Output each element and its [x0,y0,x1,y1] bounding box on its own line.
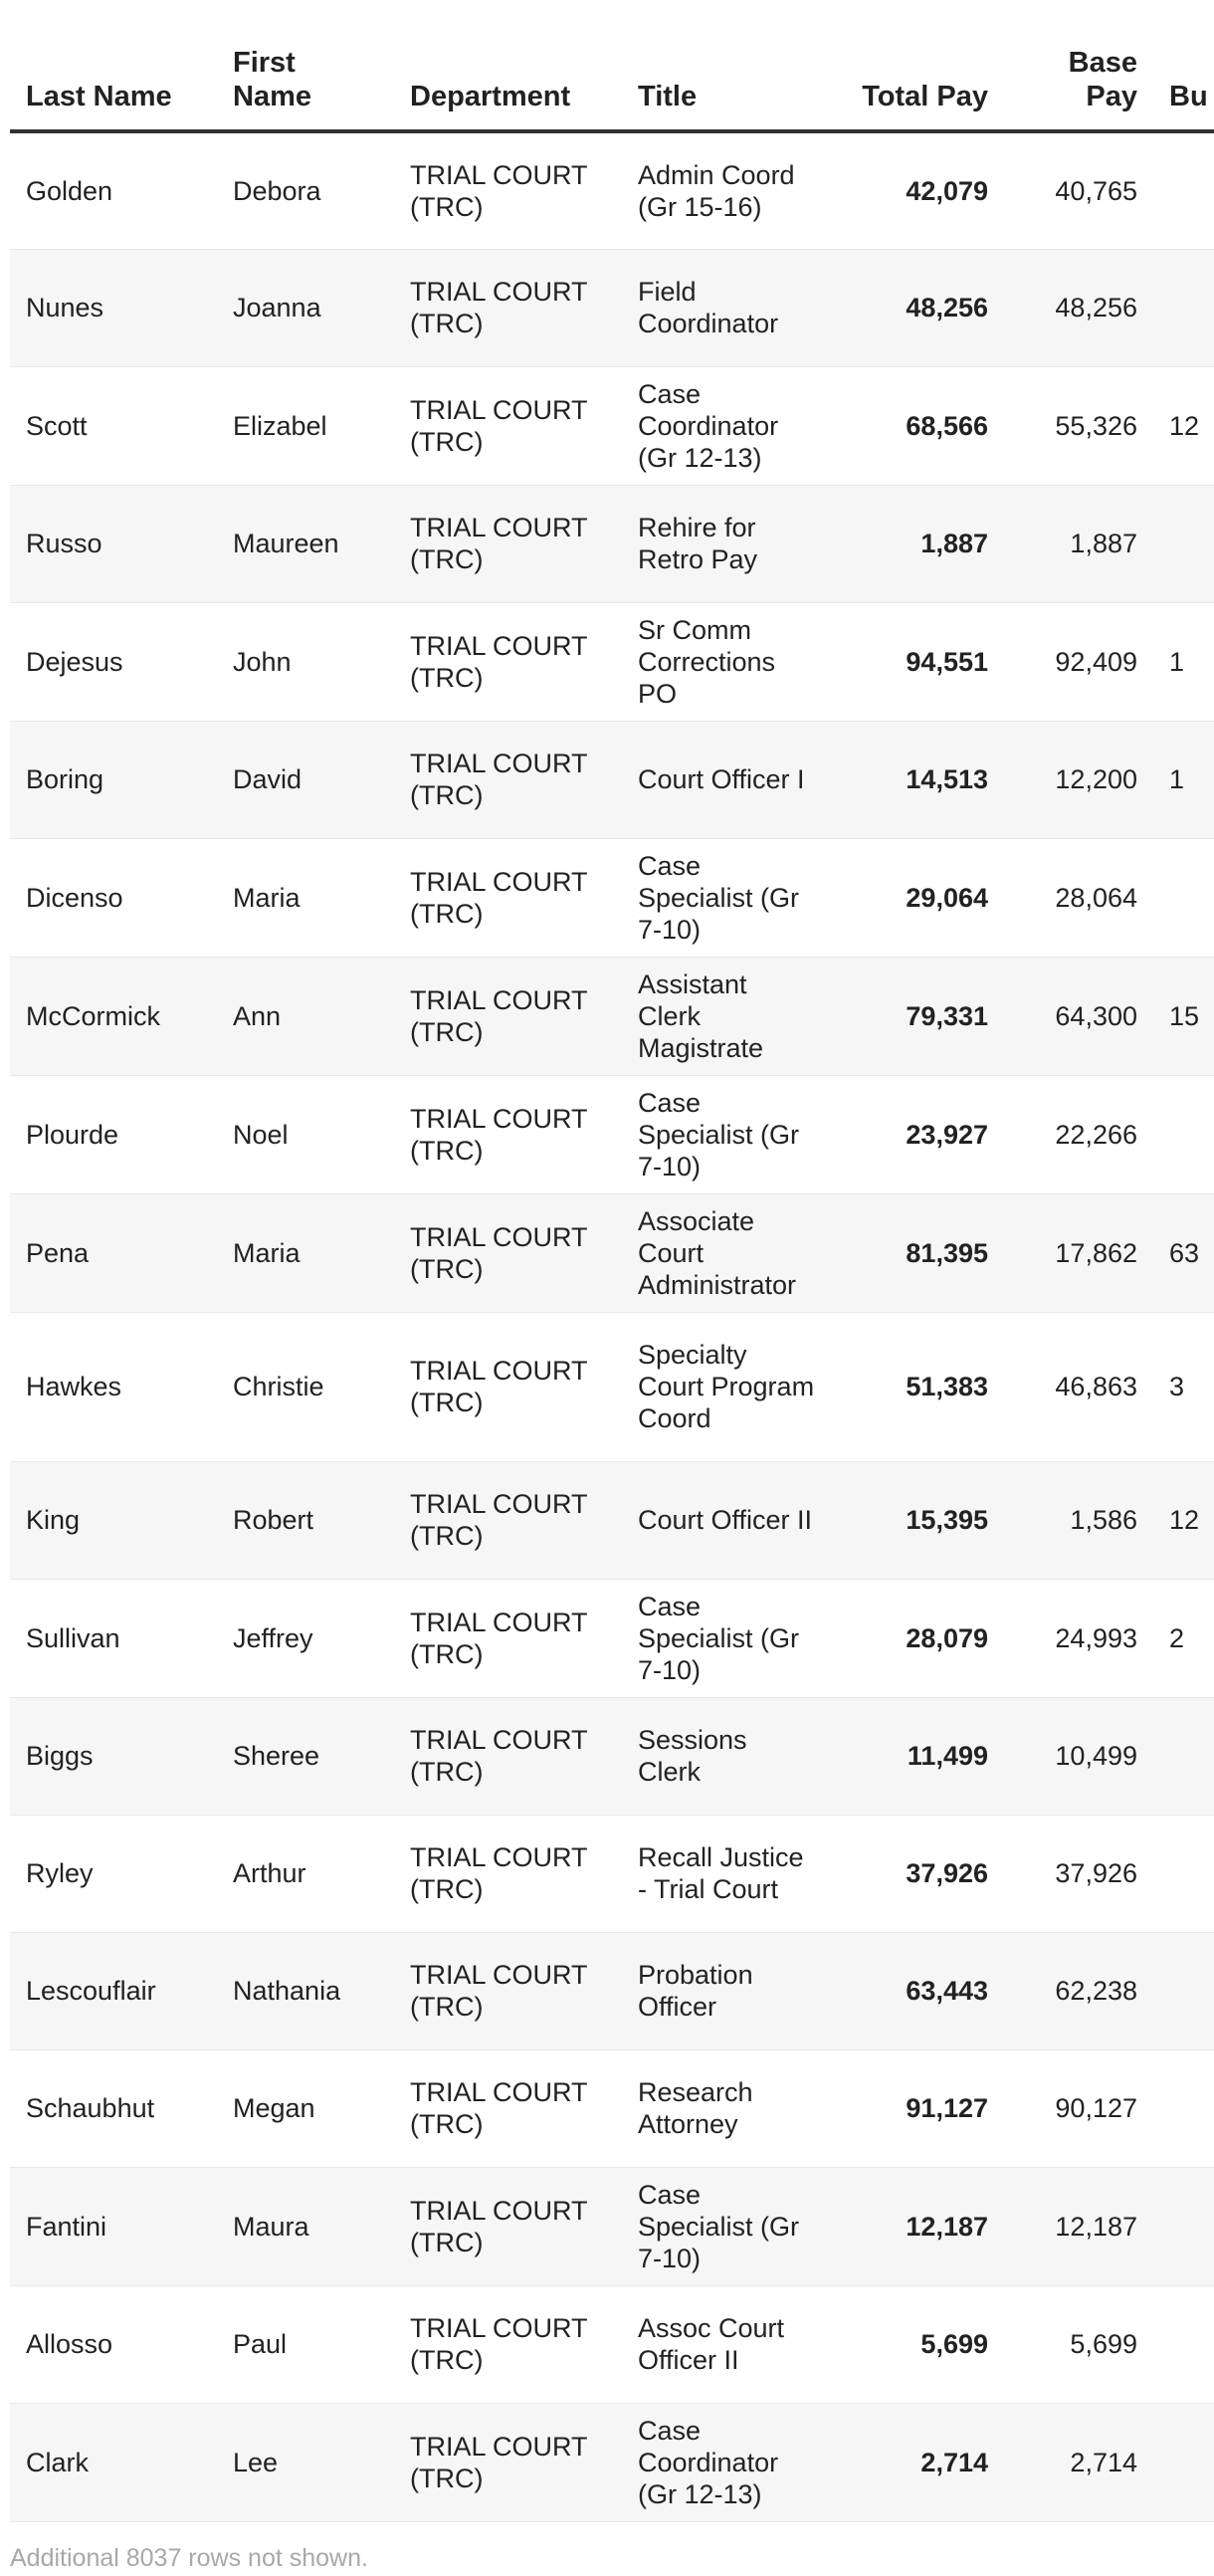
cell-base-pay: 40,765 [1055,175,1137,206]
column-header-total-pay[interactable]: Total Pay [831,30,1004,131]
cell-base-pay: 1,586 [1070,1505,1137,1535]
cell-department: TRIAL COURT (TRC) [410,277,588,338]
table-row [10,838,1214,957]
cell-total-pay: 23,927 [906,1119,988,1150]
cell-buyout [1153,2049,1214,2167]
cell-title: Assoc Court Officer II [638,2313,785,2375]
cell-title: Specialty Court Program Coord [638,1340,815,1433]
cell-base-pay: 12,187 [1055,2211,1137,2242]
cell-total-pay: 1,887 [920,529,988,558]
cell-title: Court Officer I [638,764,805,794]
column-header-department[interactable]: Department [394,30,622,131]
cell-first-name: Nathania [233,1976,341,2006]
column-header-buyout[interactable]: Bu [1153,30,1214,131]
cell-last-name: Golden [26,175,113,206]
cell-base-pay: 48,256 [1055,293,1137,322]
cell-title: Associate Court Administrator [638,1205,797,1300]
cell-base-pay: 90,127 [1055,2093,1137,2123]
cell-first-name: Christie [233,1372,324,1401]
cell-buyout [1153,1697,1214,1815]
cell-title: Rehire for Retro Pay [638,513,758,574]
cell-title: Case Coordinator (Gr 12-13) [638,378,779,473]
table-row [10,721,1214,838]
cell-base-pay: 55,326 [1055,410,1137,441]
table-row [10,957,1214,1075]
cell-last-name: Plourde [26,1119,119,1150]
cell-department: TRIAL COURT (TRC) [410,1221,588,1284]
cell-base-pay: 64,300 [1055,1000,1137,1031]
cell-base-pay: 10,499 [1055,1741,1137,1771]
cell-title: Case Specialist (Gr 7-10) [638,850,800,945]
cell-total-pay: 48,256 [906,293,988,322]
cell-first-name: Lee [233,2447,279,2477]
cell-title: Case Specialist (Gr 7-10) [638,1087,800,1181]
cell-last-name: Lescouflair [26,1976,156,2006]
cell-department: TRIAL COURT (TRC) [410,866,588,929]
cell-title: Case Coordinator (Gr 12-13) [638,2415,779,2509]
cell-first-name: Robert [233,1505,314,1535]
table-row [10,485,1214,602]
cell-first-name: Paul [233,2329,288,2359]
cell-total-pay: 2,714 [920,2447,988,2477]
cell-first-name: Noel [233,1119,289,1150]
cell-base-pay: 2,714 [1070,2447,1137,2477]
cell-department: TRIAL COURT (TRC) [410,394,588,457]
table-row [10,1815,1214,1932]
column-header-last-name[interactable]: Last Name [10,30,217,131]
cell-first-name: Megan [233,2093,315,2123]
cell-title: Sr Comm Corrections PO [638,614,776,709]
table-row [10,1697,1214,1815]
cell-department: TRIAL COURT (TRC) [410,1356,588,1417]
cell-last-name: Fantini [26,2211,107,2242]
cell-department: TRIAL COURT (TRC) [410,513,588,574]
cell-department: TRIAL COURT (TRC) [410,1842,588,1904]
cell-title: Sessions Clerk [638,1725,747,1787]
cell-last-name: Nunes [26,293,104,322]
table-row [10,1579,1214,1697]
cell-buyout: 1 [1169,646,1185,677]
cell-buyout [1153,2403,1214,2521]
cell-title: Research Attorney [638,2077,753,2139]
cell-last-name: McCormick [26,1000,160,1031]
table-row [10,602,1214,721]
cell-total-pay: 63,443 [906,1976,988,2006]
cell-title: Field Coordinator [638,277,779,338]
salary-table [10,30,1214,2522]
cell-department: TRIAL COURT (TRC) [410,2195,588,2257]
cell-title: Assistant Clerk Magistrate [638,968,764,1063]
cell-first-name: Maureen [233,529,339,558]
cell-department: TRIAL COURT (TRC) [410,984,588,1047]
cell-department: TRIAL COURT (TRC) [410,630,588,693]
cell-last-name: Hawkes [26,1372,122,1401]
cell-department: TRIAL COURT (TRC) [410,1960,588,2022]
cell-total-pay: 68,566 [906,410,988,441]
cell-last-name: Scott [26,410,88,441]
cell-total-pay: 37,926 [906,1858,988,1888]
cell-first-name: Maria [233,882,301,913]
cell-buyout [1153,1075,1214,1193]
cell-last-name: Dejesus [26,646,123,677]
cell-total-pay: 29,064 [906,882,988,913]
table-row [10,2167,1214,2285]
cell-department: TRIAL COURT (TRC) [410,2077,588,2139]
cell-department: TRIAL COURT (TRC) [410,1489,588,1551]
cell-title: Probation Officer [638,1960,753,2022]
cell-first-name: John [233,646,292,677]
cell-total-pay: 12,187 [906,2211,988,2242]
cell-department: TRIAL COURT (TRC) [410,1103,588,1166]
table-row [10,2285,1214,2403]
cell-department: TRIAL COURT (TRC) [410,1607,588,1669]
cell-title: Case Specialist (Gr 7-10) [638,2179,800,2273]
rows-not-shown-note: Additional 8037 rows not shown. [10,2544,368,2572]
cell-base-pay: 46,863 [1055,1372,1137,1401]
column-header-first-name[interactable]: First Name [217,30,394,131]
cell-buyout [1153,485,1214,602]
cell-total-pay: 11,499 [907,1741,988,1771]
cell-first-name: Arthur [233,1858,306,1888]
cell-buyout [1153,2167,1214,2285]
table-header-row [10,30,1214,131]
cell-total-pay: 15,395 [906,1505,988,1535]
cell-last-name: Allosso [26,2329,113,2359]
cell-buyout [1153,131,1214,249]
cell-base-pay: 28,064 [1055,882,1137,913]
cell-total-pay: 94,551 [906,646,988,677]
cell-buyout: 2 [1169,1622,1185,1653]
cell-last-name: Schaubhut [26,2093,155,2123]
cell-first-name: Elizabel [233,410,327,441]
table-row [10,249,1214,366]
cell-base-pay: 37,926 [1055,1858,1137,1888]
cell-buyout: 15 [1169,1000,1200,1031]
cell-first-name: David [233,764,303,794]
cell-last-name: Pena [26,1237,90,1268]
cell-buyout: 1 [1169,764,1185,794]
cell-buyout [1153,2285,1214,2403]
cell-last-name: Sullivan [26,1622,120,1653]
cell-first-name: Ann [233,1000,282,1031]
cell-first-name: Maura [233,2211,309,2242]
cell-first-name: Jeffrey [233,1622,313,1653]
cell-buyout [1153,249,1214,366]
cell-base-pay: 24,993 [1055,1622,1137,1653]
cell-total-pay: 91,127 [906,2093,988,2123]
cell-total-pay: 28,079 [906,1622,988,1653]
table-row [10,1312,1214,1461]
cell-last-name: Russo [26,529,102,558]
cell-department: TRIAL COURT (TRC) [410,2313,588,2375]
cell-buyout [1153,1815,1214,1932]
cell-last-name: Biggs [26,1741,94,1771]
cell-first-name: Joanna [233,293,321,322]
cell-department: TRIAL COURT (TRC) [410,2431,588,2493]
cell-first-name: Maria [233,1237,301,1268]
cell-base-pay: 92,409 [1055,646,1137,677]
table-row [10,1075,1214,1193]
table-row [10,131,1214,249]
table-row [10,366,1214,485]
cell-base-pay: 1,887 [1070,529,1137,558]
table-row [10,2403,1214,2521]
cell-first-name: Sheree [233,1741,320,1771]
table-row [10,1193,1214,1312]
cell-department: TRIAL COURT (TRC) [410,1725,588,1787]
cell-total-pay: 79,331 [906,1000,988,1031]
cell-total-pay: 81,395 [906,1237,988,1268]
cell-buyout: 63 [1169,1237,1200,1268]
cell-buyout: 12 [1169,1505,1200,1535]
cell-buyout: 3 [1169,1372,1185,1401]
table-row [10,1461,1214,1579]
cell-last-name: King [26,1505,81,1535]
cell-base-pay: 5,699 [1070,2329,1137,2359]
cell-first-name: Debora [233,175,321,206]
cell-total-pay: 14,513 [906,764,988,794]
cell-base-pay: 12,200 [1055,764,1137,794]
cell-base-pay: 22,266 [1055,1119,1137,1150]
cell-last-name: Ryley [26,1858,94,1888]
cell-title: Admin Coord (Gr 15-16) [638,159,795,222]
column-header-base-pay[interactable]: Base Pay [1004,30,1153,131]
cell-last-name: Clark [26,2447,90,2477]
cell-total-pay: 51,383 [906,1372,988,1401]
table-row [10,2049,1214,2167]
cell-last-name: Boring [26,764,104,794]
cell-total-pay: 42,079 [906,175,988,206]
cell-base-pay: 62,238 [1055,1976,1137,2006]
table-row [10,1932,1214,2049]
cell-buyout: 12 [1169,410,1200,441]
cell-title: Recall Justice - Trial Court [638,1842,804,1904]
cell-department: TRIAL COURT (TRC) [410,159,588,222]
cell-department: TRIAL COURT (TRC) [410,749,588,810]
cell-total-pay: 5,699 [920,2329,988,2359]
cell-buyout [1153,1932,1214,2049]
cell-last-name: Dicenso [26,882,123,913]
cell-buyout [1153,838,1214,957]
cell-base-pay: 17,862 [1055,1237,1137,1268]
cell-title: Case Specialist (Gr 7-10) [638,1591,800,1685]
column-header-title[interactable]: Title [622,30,831,131]
cell-title: Court Officer II [638,1505,813,1535]
